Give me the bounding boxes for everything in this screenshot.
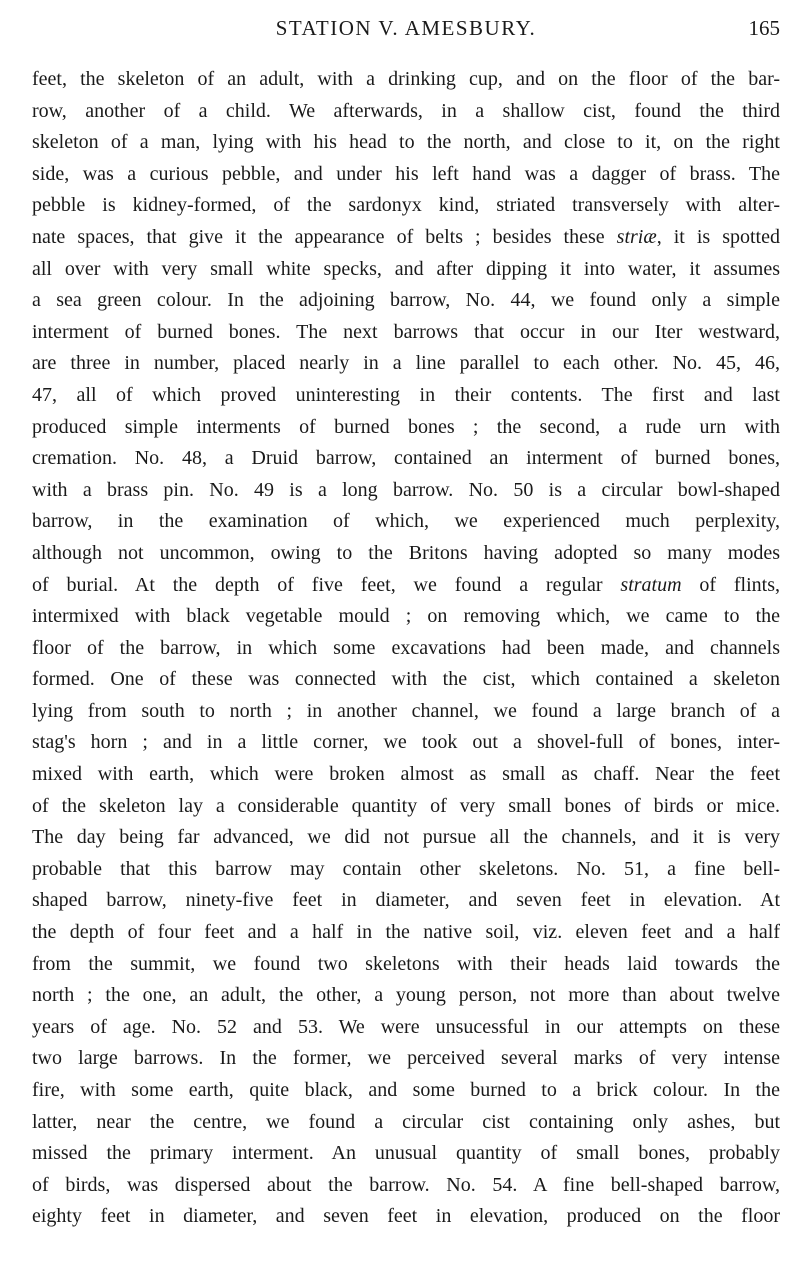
page-number: 165 — [748, 16, 780, 40]
text-line: missed the primary interment. An unusual quantity of small bones, probably — [32, 1142, 780, 1165]
text-line: with a brass pin. No. 49 is a long barrow. No. 50 is a circular bowl-shaped — [32, 478, 780, 501]
text-line: eighty feet in diameter, and seven feet in elevation, produced on the floor — [32, 1205, 780, 1228]
text-line: all over with very small white specks, and after dipping it into water, it assumes — [32, 257, 780, 280]
text-line: fire, with some earth, quite black, and some burned to a brick colour. In the — [32, 1079, 780, 1101]
text-line: north ; the one, an adult, the other, a young person, not more than about twelve — [32, 984, 780, 1007]
text-line: of birds, was dispersed about the barrow. No. 54. A fine bell-shaped barrow, — [32, 1173, 780, 1196]
text-line: row, another of a child. We afterwards, in a shallow cist, found the third — [32, 99, 780, 122]
text-line: formed. One of these was connected with the cist, which contained a skeleton — [32, 668, 780, 691]
text-line: a sea green colour. In the adjoining barrow, No. 44, we found only a simple — [32, 289, 780, 312]
italic-term: stratum — [620, 573, 682, 596]
text-line: two large barrows. In the former, we perceived several marks of very intense — [32, 1047, 780, 1070]
text-line: interment of burned bones. The next barrows that occur in our Iter westward, — [32, 320, 780, 343]
running-title: STATION V. AMESBURY. — [275, 16, 537, 40]
text-line: barrow, in the examination of which, we experienced much perplexity, — [32, 510, 780, 533]
text-line: 47, all of which proved uninteresting in their contents. The first and last — [32, 383, 780, 406]
text-line: mixed with earth, which were broken almost as small as chaff. Near the feet — [32, 763, 780, 786]
text-line: latter, near the centre, we found a circular cist containing only ashes, but — [32, 1110, 780, 1133]
text-line: The day being far advanced, we did not pursue all the channels, and it is very — [32, 826, 780, 849]
text-line: lying from south to north ; in another channel, we found a large branch of a — [32, 699, 780, 722]
text-line: of burial. At the depth of five feet, we found a regular stratum of flints, — [32, 573, 780, 596]
text-line: although not uncommon, owing to the Britons having adopted so many modes — [32, 541, 780, 564]
text-line: stag's horn ; and in a little corner, we took out a shovel-full of bones, inter- — [32, 731, 780, 754]
text-line: pebble is kidney-formed, of the sardonyx kind, striated transversely with alter- — [32, 194, 780, 217]
text-line: from the summit, we found two skeletons with their heads laid towards the — [32, 952, 780, 975]
text-line: cremation. No. 48, a Druid barrow, contained an interment of burned bones, — [32, 447, 780, 470]
text-line: floor of the barrow, in which some excavations had been made, and channels — [32, 636, 780, 659]
running-head — [32, 14, 780, 44]
text-line: nate spaces, that give it the appearance of belts ; besides these striæ, it is spotted — [32, 225, 780, 248]
text-line: of the skeleton lay a considerable quantity of very small bones of birds or mice. — [32, 794, 780, 817]
text-line: feet, the skeleton of an adult, with a drinking cup, and on the floor of the bar- — [32, 68, 780, 90]
text-line: intermixed with black vegetable mould ; on removing which, we came to the — [32, 605, 780, 628]
text-line: skeleton of a man, lying with his head to the north, and close to it, on the right — [32, 131, 780, 154]
text-line: side, was a curious pebble, and under his left hand was a dagger of brass. The — [32, 162, 780, 185]
italic-term: striæ — [616, 225, 657, 248]
body-text — [32, 64, 780, 1233]
text-line: are three in number, placed nearly in a line parallel to each other. No. 45, 46, — [32, 352, 780, 375]
text-line: shaped barrow, ninety-five feet in diameter, and seven feet in elevation. At — [32, 889, 780, 912]
text-line: probable that this barrow may contain other skeletons. No. 51, a fine bell- — [32, 857, 780, 880]
text-line: years of age. No. 52 and 53. We were unsucessful in our attempts on these — [32, 1015, 780, 1038]
text-line: the depth of four feet and a half in the native soil, viz. eleven feet and a half — [32, 921, 780, 944]
text-line: produced simple interments of burned bones ; the second, a rude urn with — [32, 415, 780, 438]
